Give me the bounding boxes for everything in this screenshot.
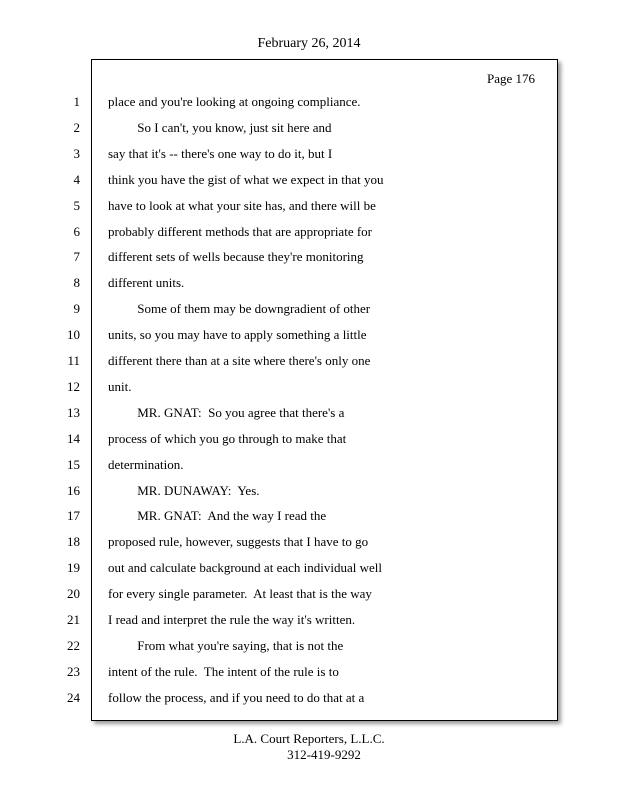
line-number: 19 xyxy=(67,560,80,575)
line-text: Some of them may be downgradient of other xyxy=(108,301,371,316)
line-number: 17 xyxy=(67,508,80,523)
line-number: 11 xyxy=(67,353,80,368)
line-text: From what you're saying, that is not the xyxy=(108,638,344,653)
line-number: 5 xyxy=(73,198,80,213)
line-number: 18 xyxy=(67,534,80,549)
line-number: 15 xyxy=(67,457,80,472)
line-text: MR. GNAT: And the way I read the xyxy=(108,508,327,523)
line-number: 8 xyxy=(73,275,80,290)
line-text: I read and interpret the rule the way it's written. xyxy=(108,612,356,627)
line-text: think you have the gist of what we expect in that you xyxy=(108,172,384,187)
line-number: 14 xyxy=(67,431,80,446)
line-text: process of which you go through to make that xyxy=(108,431,347,446)
line-text: So I can't, you know, just sit here and xyxy=(108,120,332,135)
line-number: 9 xyxy=(73,301,80,316)
line-text: intent of the rule. The intent of the rule is to xyxy=(108,664,339,679)
line-number: 22 xyxy=(67,638,80,653)
line-number: 20 xyxy=(67,586,80,601)
line-text: follow the process, and if you need to do that at a xyxy=(108,690,365,705)
line-text: units, so you may have to apply something a little xyxy=(108,327,367,342)
line-text: different there than at a site where there's only one xyxy=(108,353,371,368)
footer-phone xyxy=(0,747,618,763)
line-number: 1 xyxy=(73,94,80,109)
line-text: say that it's -- there's one way to do it, but I xyxy=(108,146,333,161)
line-number: 24 xyxy=(67,690,80,705)
line-text: different sets of wells because they're monitoring xyxy=(108,249,364,264)
line-text: determination. xyxy=(108,457,184,472)
footer-phone-text: 312-419-9292 xyxy=(287,747,361,762)
line-number: 3 xyxy=(73,146,80,161)
line-text: different units. xyxy=(108,275,185,290)
line-number: 4 xyxy=(73,172,80,187)
line-text: out and calculate background at each individual well xyxy=(108,560,382,575)
line-text: MR. GNAT: So you agree that there's a xyxy=(108,405,345,420)
line-text: for every single parameter. At least that is the way xyxy=(108,586,372,601)
line-text: have to look at what your site has, and there will be xyxy=(108,198,376,213)
footer-company: L.A. Court Reporters, L.L.C. xyxy=(233,731,385,746)
line-text: probably different methods that are appropriate for xyxy=(108,224,372,239)
line-number: 16 xyxy=(67,483,80,498)
line-number: 6 xyxy=(73,224,80,239)
line-number: 2 xyxy=(73,120,80,135)
line-number: 12 xyxy=(67,379,80,394)
line-text: MR. DUNAWAY: Yes. xyxy=(108,483,260,498)
line-text: unit. xyxy=(108,379,132,394)
line-text: place and you're looking at ongoing compliance. xyxy=(108,94,361,109)
line-text: proposed rule, however, suggests that I have to go xyxy=(108,534,369,549)
line-number: 10 xyxy=(67,327,80,342)
line-number: 13 xyxy=(67,405,80,420)
line-number: 23 xyxy=(67,664,80,679)
transcript-date: February 26, 2014 xyxy=(257,36,361,51)
page-number: Page 176 xyxy=(486,71,535,86)
line-number: 21 xyxy=(67,612,80,627)
line-number: 7 xyxy=(73,249,80,264)
